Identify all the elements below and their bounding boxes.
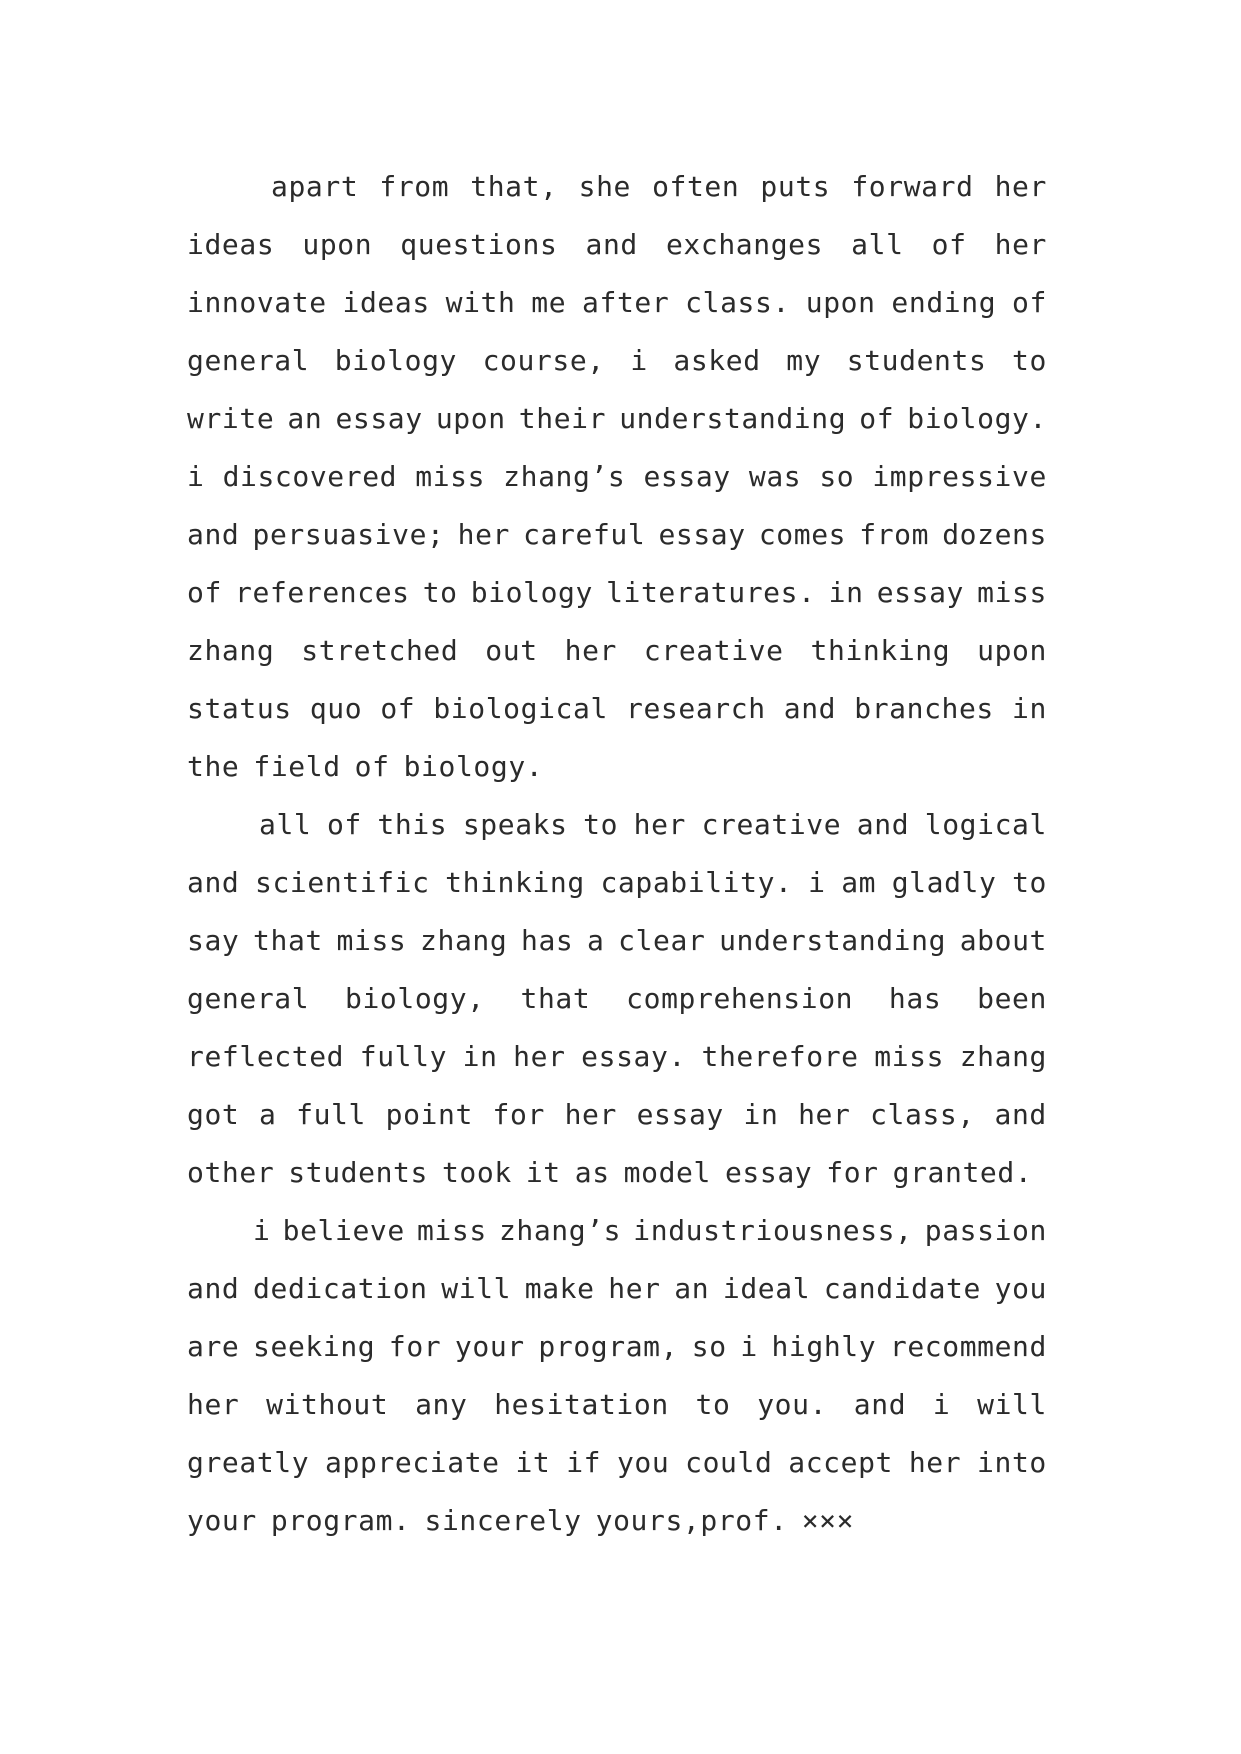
word: about <box>959 924 1047 957</box>
word: to <box>1012 866 1047 899</box>
word: from <box>859 518 930 551</box>
word: class, <box>870 1098 975 1131</box>
word: of <box>187 576 222 609</box>
word: general <box>187 982 310 1015</box>
word: her <box>513 1040 566 1073</box>
word: literatures. <box>606 576 816 609</box>
word: i <box>740 1330 758 1363</box>
word: her <box>564 634 617 667</box>
letter-body <box>187 158 1047 1550</box>
word: students <box>288 1156 428 1189</box>
word: that <box>253 924 323 957</box>
text-line <box>187 970 1047 1028</box>
word: status <box>187 692 292 725</box>
word: discovered <box>222 460 398 493</box>
word: her <box>994 170 1047 203</box>
word: and <box>994 1098 1047 1131</box>
word: general <box>187 344 310 377</box>
word: from <box>379 170 450 203</box>
word: she <box>578 170 631 203</box>
word: exchanges <box>665 228 824 261</box>
word: that, <box>470 170 558 203</box>
word: apart <box>271 170 359 203</box>
word: to <box>1012 344 1047 377</box>
word: miss <box>874 1040 945 1073</box>
word: scientific <box>254 866 430 899</box>
word: references <box>235 576 410 609</box>
word: creative <box>701 808 842 841</box>
word: logical <box>924 808 1047 841</box>
word: i <box>253 1214 271 1247</box>
word: her <box>608 1272 661 1305</box>
word: biology. <box>403 750 544 783</box>
word: thinking <box>445 866 585 899</box>
word: passion <box>924 1214 1047 1247</box>
text-line <box>187 680 1047 738</box>
word: been <box>977 982 1047 1015</box>
word: ××× <box>801 1504 855 1537</box>
word: zhang’s <box>503 460 626 493</box>
word: questions <box>400 228 558 261</box>
word: her <box>908 1446 962 1479</box>
word: essay <box>335 402 423 435</box>
word: me <box>531 286 567 319</box>
word: my <box>786 344 822 377</box>
word: course, <box>482 344 605 377</box>
word: i <box>630 344 648 377</box>
word: upon <box>977 634 1047 667</box>
word: has <box>888 982 942 1015</box>
word: i <box>187 460 205 493</box>
word: miss <box>336 924 407 957</box>
word: candidate <box>823 1272 981 1305</box>
word: took <box>441 1156 512 1189</box>
word: and <box>853 1388 907 1421</box>
text-line <box>187 854 1047 912</box>
word: i <box>808 866 826 899</box>
word: if <box>566 1446 602 1479</box>
word: it <box>525 1156 561 1189</box>
word: essay. <box>581 1040 686 1073</box>
word: upon <box>435 402 506 435</box>
word: write <box>187 402 275 435</box>
word: an <box>674 1272 710 1305</box>
word: for <box>826 1156 879 1189</box>
word: to <box>583 808 619 841</box>
word: miss <box>977 576 1047 609</box>
word: of <box>380 692 416 725</box>
word: speaks <box>462 808 568 841</box>
word: students <box>846 344 987 377</box>
word: without <box>266 1388 389 1421</box>
word: you <box>616 1446 670 1479</box>
text-line <box>187 1144 1047 1202</box>
word: an <box>287 402 323 435</box>
word: essay <box>724 1156 813 1189</box>
word: for <box>388 1330 442 1363</box>
word: capability. <box>600 866 793 899</box>
word: zhang <box>187 634 275 667</box>
word: essay <box>636 1098 724 1131</box>
word: class. <box>685 286 790 319</box>
text-line <box>187 622 1047 680</box>
word: and <box>585 228 638 261</box>
text-line <box>187 564 1047 622</box>
word: point <box>385 1098 473 1131</box>
word: your <box>454 1330 525 1363</box>
text-line <box>187 1434 1047 1492</box>
word: their <box>518 402 607 435</box>
word: recommend <box>889 1330 1047 1363</box>
text-line <box>187 158 1047 216</box>
word: of <box>859 402 895 435</box>
word: will <box>977 1388 1047 1421</box>
word: appreciate <box>325 1446 500 1479</box>
word: thinking <box>810 634 951 667</box>
text-line <box>187 738 1047 796</box>
word: so <box>819 460 855 493</box>
word: upon <box>805 286 876 319</box>
word: biology, <box>345 982 485 1015</box>
word: say <box>187 924 240 957</box>
word: stretched <box>301 634 459 667</box>
word: out <box>485 634 538 667</box>
word: her <box>457 518 511 551</box>
word: dedication <box>253 1272 428 1305</box>
word: impressive <box>872 460 1047 493</box>
word: branches <box>854 692 994 725</box>
word: was <box>748 460 802 493</box>
word: this <box>377 808 448 841</box>
word: innovate <box>187 286 327 319</box>
word: comes <box>758 518 847 551</box>
word: believe <box>282 1214 405 1247</box>
word: all <box>851 228 904 261</box>
word: got <box>187 1098 240 1131</box>
word: biology <box>470 576 593 609</box>
word: has <box>520 924 574 957</box>
word: model <box>623 1156 711 1189</box>
word: careful <box>523 518 646 551</box>
word: of <box>326 808 362 841</box>
word: her <box>187 1388 240 1421</box>
word: zhang’s <box>498 1214 622 1247</box>
word: a <box>587 924 605 957</box>
word: zhang <box>959 1040 1047 1073</box>
word: all <box>259 808 312 841</box>
word: and <box>187 1272 240 1305</box>
text-line <box>187 796 1047 854</box>
word: to <box>695 1388 731 1421</box>
word: i <box>932 1388 951 1421</box>
word: you. <box>757 1388 828 1421</box>
word: greatly <box>187 1446 310 1479</box>
word: often <box>652 170 740 203</box>
word: puts <box>760 170 831 203</box>
word: biology. <box>907 402 1047 435</box>
text-line <box>187 1492 1047 1550</box>
word: that <box>520 982 591 1015</box>
word: ending <box>891 286 997 319</box>
word: will <box>441 1272 512 1305</box>
word: ideas <box>342 286 430 319</box>
word: for <box>492 1098 545 1131</box>
word: miss <box>416 1214 487 1247</box>
word: it <box>515 1446 551 1479</box>
word: dozens <box>942 518 1047 551</box>
word: creative <box>643 634 784 667</box>
text-line <box>187 1202 1047 1260</box>
text-line <box>187 1028 1047 1086</box>
word: biology <box>334 344 457 377</box>
word: highly <box>771 1330 877 1363</box>
word: understanding <box>719 924 947 957</box>
word: program, <box>538 1330 679 1363</box>
text-line <box>187 274 1047 332</box>
word: into <box>977 1446 1047 1479</box>
word: in <box>743 1098 779 1131</box>
word: essay <box>658 518 746 551</box>
word: asked <box>673 344 761 377</box>
word: hesitation <box>494 1388 669 1421</box>
word: your <box>187 1504 257 1537</box>
word: and <box>783 692 837 725</box>
word: other <box>187 1156 275 1189</box>
word: clear <box>618 924 706 957</box>
word: seeking <box>253 1330 376 1363</box>
word: program. <box>270 1504 411 1537</box>
word: and <box>187 866 240 899</box>
word: and <box>856 808 910 841</box>
word: with <box>445 286 516 319</box>
word: her <box>994 228 1047 261</box>
word: quo <box>309 692 363 725</box>
word: yours,prof. <box>595 1504 788 1537</box>
word: of <box>1012 286 1047 319</box>
word: forward <box>851 170 974 203</box>
word: sincerely <box>424 1504 582 1537</box>
text-line <box>187 332 1047 390</box>
word: industriousness, <box>633 1214 913 1247</box>
word: biological <box>433 692 608 725</box>
word: her <box>633 808 686 841</box>
text-line <box>187 216 1047 274</box>
text-line <box>187 1376 1047 1434</box>
word: could <box>685 1446 773 1479</box>
word: so <box>691 1330 727 1363</box>
word: you <box>994 1272 1047 1305</box>
word: ideal <box>722 1272 811 1305</box>
word: any <box>415 1388 468 1421</box>
word: research <box>626 692 766 725</box>
word: in <box>828 576 864 609</box>
word: are <box>187 1330 240 1363</box>
word: granted. <box>892 1156 1033 1189</box>
text-line <box>187 1086 1047 1144</box>
word: the <box>187 750 240 783</box>
word: understanding <box>619 402 847 435</box>
text-line <box>187 1318 1047 1376</box>
word: essay <box>643 460 731 493</box>
word: ideas <box>187 228 275 261</box>
word: comprehension <box>626 982 854 1015</box>
word: therefore <box>701 1040 859 1073</box>
word: in <box>1012 692 1047 725</box>
word: field <box>253 750 341 783</box>
word: upon <box>302 228 373 261</box>
word: fully <box>359 1040 448 1073</box>
word: full <box>296 1098 366 1131</box>
word: am <box>841 866 877 899</box>
word: after <box>582 286 670 319</box>
word: her <box>564 1098 617 1131</box>
text-line <box>187 912 1047 970</box>
word: her <box>798 1098 851 1131</box>
word: in <box>462 1040 498 1073</box>
word: reflected <box>187 1040 345 1073</box>
text-line <box>187 506 1047 564</box>
word: persuasive; <box>252 518 445 551</box>
text-line <box>187 448 1047 506</box>
word: zhang <box>420 924 508 957</box>
word: gladly <box>891 866 997 899</box>
word: of <box>931 228 967 261</box>
word: miss <box>415 460 486 493</box>
text-line <box>187 1260 1047 1318</box>
text-line <box>187 390 1047 448</box>
word: accept <box>788 1446 894 1479</box>
word: as <box>574 1156 610 1189</box>
word: make <box>524 1272 595 1305</box>
word: essay <box>876 576 964 609</box>
word: to <box>422 576 458 609</box>
word: of <box>354 750 390 783</box>
word: and <box>187 518 240 551</box>
word: a <box>259 1098 277 1131</box>
